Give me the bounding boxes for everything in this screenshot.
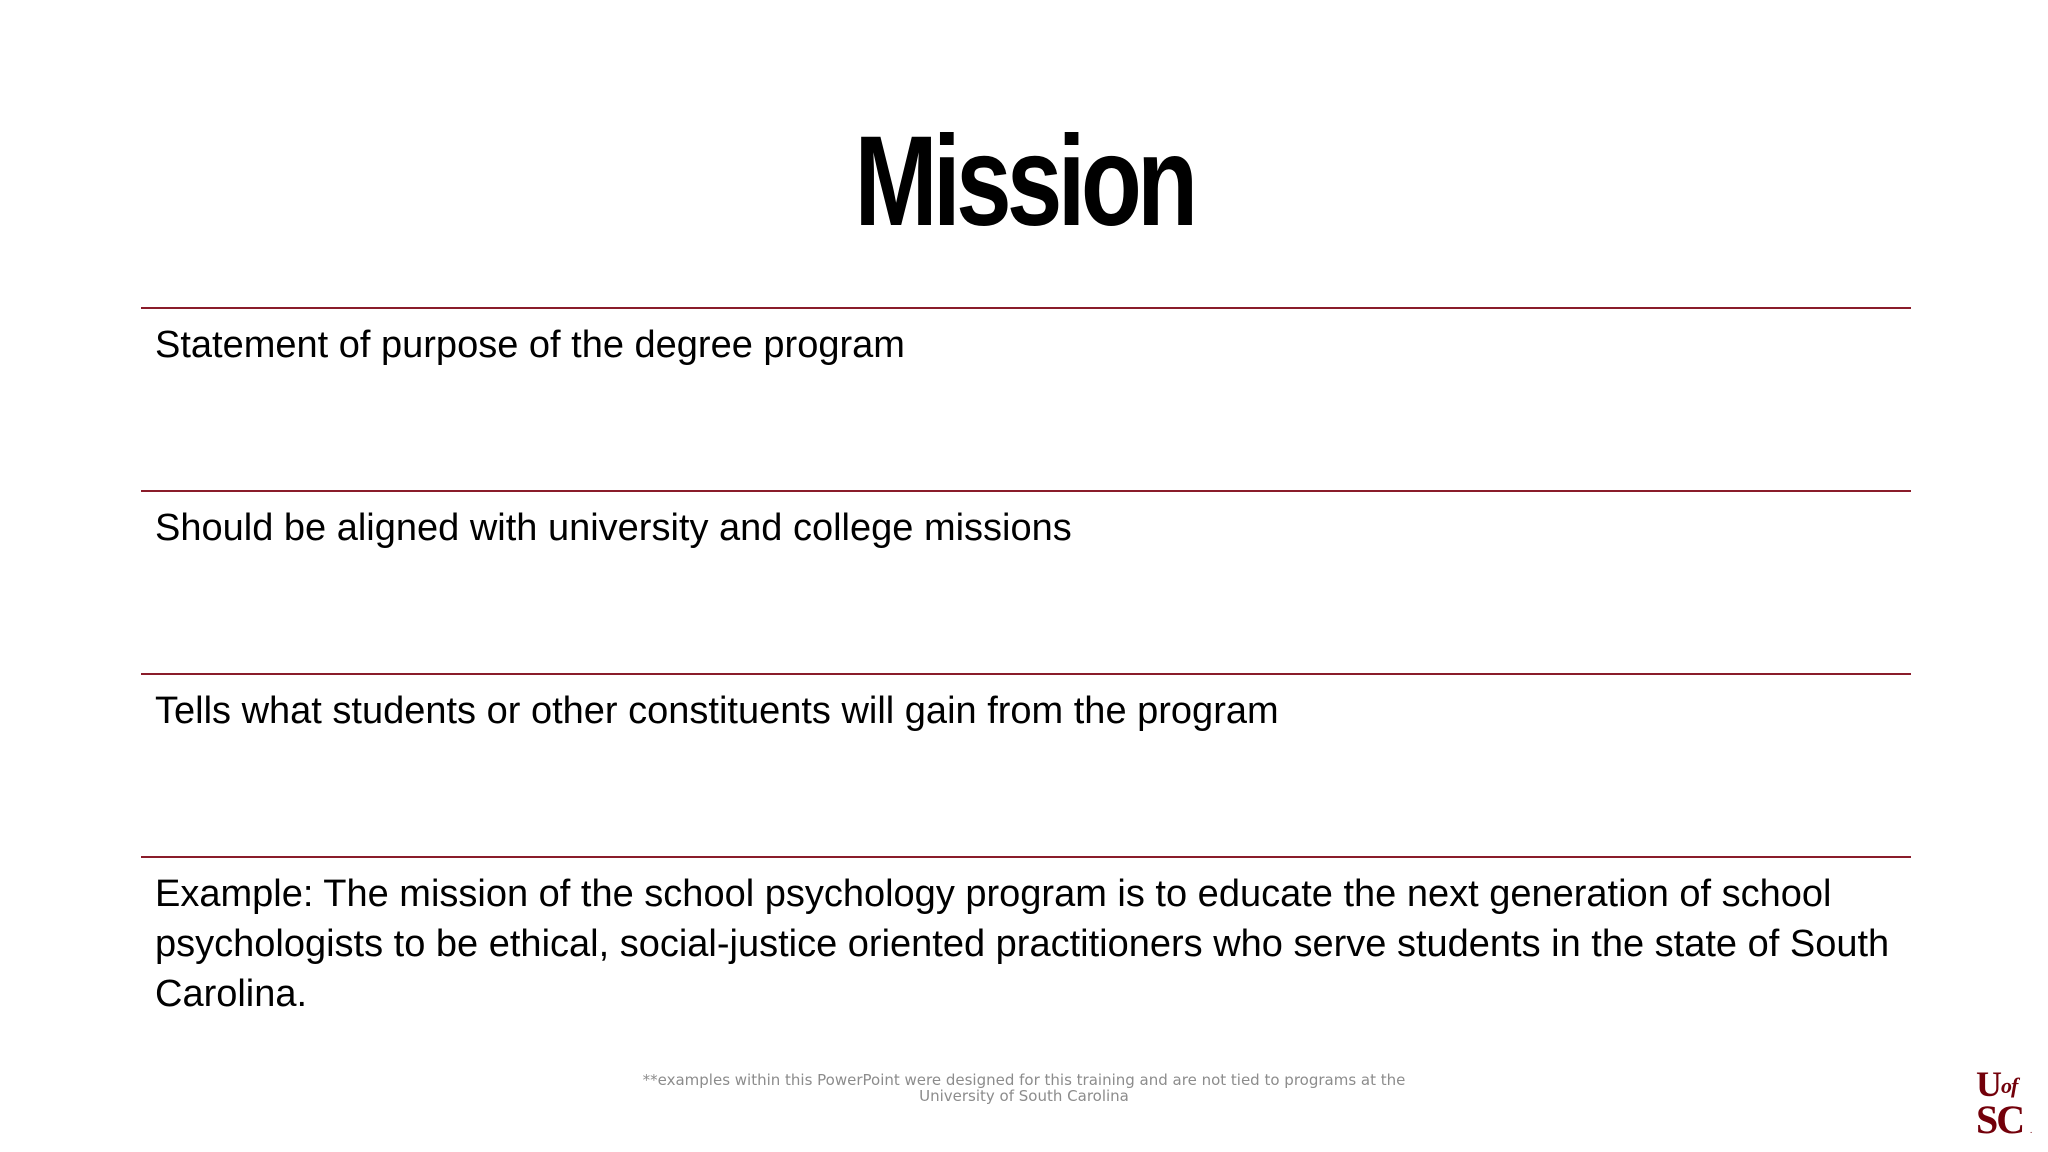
divider-line	[141, 856, 1911, 858]
bullet-item-aligned: Should be aligned with university and college missions	[155, 507, 1072, 549]
divider-line	[141, 307, 1911, 309]
slide-title: Mission	[854, 110, 1194, 253]
divider-line	[141, 673, 1911, 675]
footnote	[0, 1072, 2048, 1104]
uofsc-logo	[1976, 1066, 2042, 1142]
bullet-item-example: Example: The mission of the school psychology program is to educate the next generation of school psychologists to be ethical, social-justice oriented practitioners who serve students in the state of South Carolina.	[155, 873, 1890, 1015]
logo-sc: SC	[1976, 1097, 2024, 1142]
bullet-item-gain: Tells what students or other constituents will gain from the program	[155, 690, 1279, 732]
bullet-item-purpose: Statement of purpose of the degree program	[155, 324, 905, 366]
footnote-line-2: University of South Carolina	[919, 1087, 1129, 1105]
footnote-line-1: **examples within this PowerPoint were designed for this training and are not tied to programs at the	[642, 1071, 1406, 1089]
divider-line	[141, 490, 1911, 492]
logo-mark: .	[2030, 1125, 2033, 1135]
logo-uof: $U^{of}$	[1976, 1064, 2018, 1104]
